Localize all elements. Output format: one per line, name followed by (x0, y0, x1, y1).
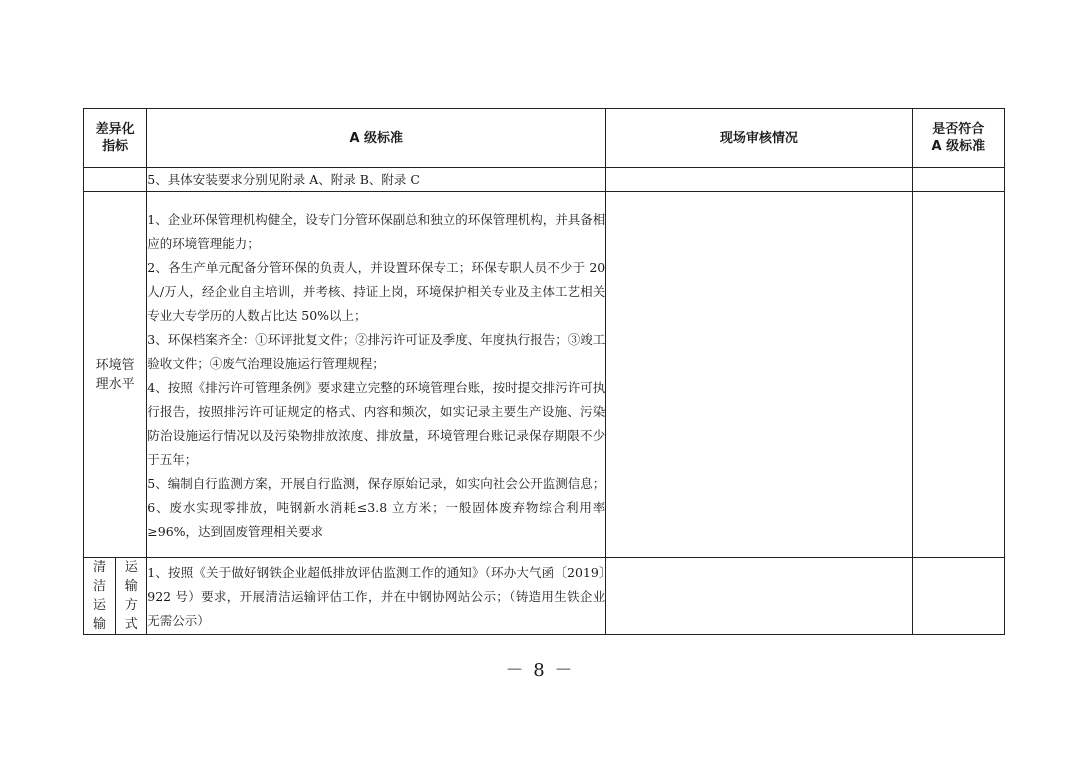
env-item-3: 3、环保档案齐全：①环评批复文件；②排污许可证及季度、年度执行报告；③竣工验收文件；④废气治理设施运行管理规程； (147, 332, 606, 371)
row-env-compliance[interactable] (912, 192, 1004, 558)
row-install-compliance[interactable] (912, 168, 1004, 192)
sub-char: 式 (124, 617, 138, 632)
header-compliance-text: 是否符合 A 级标准 (931, 122, 986, 154)
header-indicator-text: 差异化 指标 (95, 122, 135, 154)
env-item-6: 6、废水实现零排放，吨钢新水消耗≤3.8 立方米；一般固体废弃物综合利用率≥96%，达到固废管理相关要求 (147, 500, 606, 539)
sub-char: 输 (124, 579, 138, 594)
env-item-4: 4、按照《排污许可管理条例》要求建立完整的环境管理台账，按时提交排污许可执行报告，按照排污许可证规定的格式、内容和频次，如实记录主要生产设施、污染防治设施运行情况以及污染物排放浓度、排放量，环境管理台账记录保存期限不少于五年； (147, 380, 606, 467)
header-row (84, 109, 1005, 168)
row-transport-sub (116, 558, 147, 635)
audit-table (83, 108, 1005, 635)
header-audit: 现场审核情况 (606, 109, 912, 168)
env-item-1: 1、企业环保管理机构健全，设专门分管环保副总和独立的环保管理机构，并具备相应的环境管理能力； (147, 212, 606, 251)
env-item-5: 5、编制自行监测方案，开展自行监测，保存原始记录，如实向社会公开监测信息； (147, 476, 606, 491)
row-env-indicator (84, 192, 147, 558)
row-env (84, 192, 1005, 558)
row-install-indicator (84, 168, 147, 192)
env-item-2: 2、各生产单元配备分管环保的负责人，并设置环保专工；环保专职人员不少于 20 人/万人，经企业自主培训，并考核、持证上岗，环境保护相关专业及主体工艺相关专业大专学历的人数占比达 50%以上； (147, 260, 606, 323)
sub-char: 方 (124, 598, 138, 613)
group-char: 输 (93, 617, 107, 632)
row-transport-audit[interactable] (606, 558, 912, 635)
header-indicator (84, 109, 147, 168)
row-env-standard (147, 192, 606, 558)
row-transport (84, 558, 1005, 635)
sub-char: 运 (124, 560, 138, 575)
group-char: 清 (93, 560, 107, 575)
group-char: 洁 (93, 579, 107, 594)
page-number: － 8 － (505, 660, 575, 681)
header-standard: A 级标准 (147, 109, 606, 168)
group-char: 运 (93, 598, 107, 613)
row-transport-group (84, 558, 116, 635)
row-install-standard: 5、具体安装要求分别见附录 A、附录 B、附录 C (147, 168, 606, 192)
row-transport-compliance[interactable] (912, 558, 1004, 635)
row-transport-standard: 1、按照《关于做好钢铁企业超低排放评估监测工作的通知》（环办大气函〔2019〕922 号）要求，开展清洁运输评估工作，并在中钢协网站公示；（铸造用生铁企业无需公示） (147, 558, 606, 635)
row-install-audit[interactable] (606, 168, 912, 192)
row-env-audit[interactable] (606, 192, 912, 558)
row-env-indicator-text: 环境管 理水平 (95, 357, 135, 392)
header-compliance (912, 109, 1004, 168)
row-install (84, 168, 1005, 192)
